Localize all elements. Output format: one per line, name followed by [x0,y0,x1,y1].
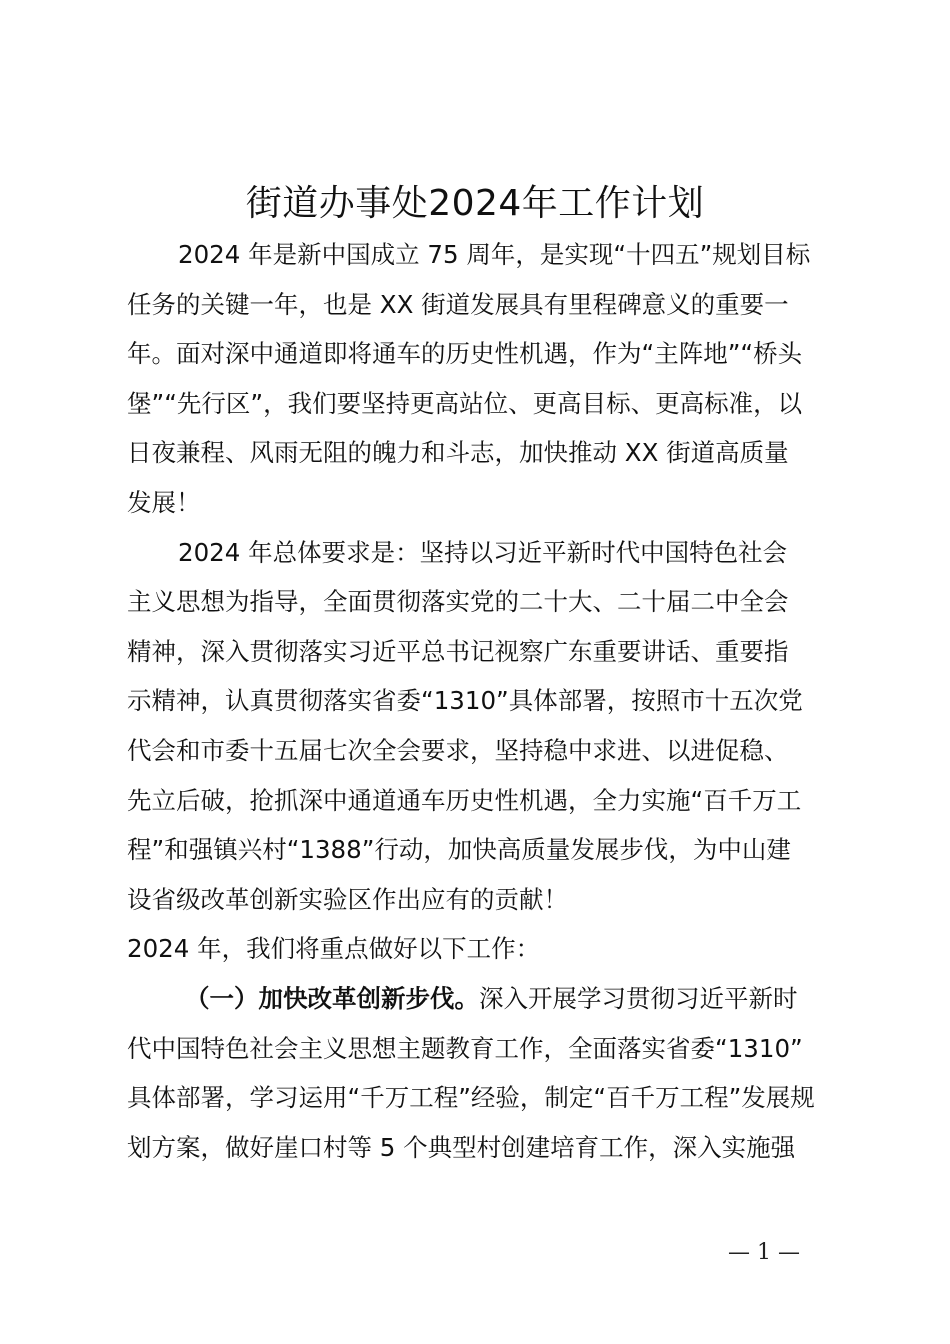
paragraph-line: 年。面对深中通道即将通车的历史性机遇，作为“主阵地”“桥头 [127,339,803,369]
paragraph-line: 划方案，做好崖口村等 5 个典型村创建培育工作，深入实施强 [127,1132,796,1162]
paragraph-line: 代中国特色社会主义思想主题教育工作，全面落实省委“1310” [127,1033,803,1063]
paragraph-line: 堡”“先行区”，我们要坚持更高站位、更高目标、更高标准，以 [127,388,803,418]
section-paragraph-first-line [127,974,832,1024]
document-body [127,230,832,1172]
paragraph-line: 2024 年总体要求是：坚持以习近平新时代中国特色社会 [178,537,788,567]
paragraph-line: 发展！ [127,487,201,517]
paragraph-line: 2024 年，我们将重点做好以下工作： [127,934,541,964]
paragraph-line: 精神，深入贯彻落实习近平总书记视察广东重要讲话、重要指 [127,636,789,666]
paragraph-line: 代会和市委十五届七次全会要求，坚持稳中求进、以进促稳、 [127,735,789,765]
page-footer [0,1238,950,1268]
paragraph-line: 主义思想为指导，全面贯彻落实党的二十大、二十届二中全会 [127,587,789,617]
paragraph-line: 设省级改革创新实验区作出应有的贡献！ [127,884,568,914]
paragraph-line: 2024 年是新中国成立 75 周年，是实现“十四五”规划目标 [178,240,811,269]
paragraph-line: 任务的关键一年，也是 XX 街道发展具有里程碑意义的重要一 [127,289,789,319]
page-number: — 1 — [728,1240,800,1265]
document-title: 街道办事处2024年工作计划 [245,183,705,224]
paragraph-line: 程”和强镇兴村“1388”行动，加快高质量发展步伐，为中山建 [127,835,791,865]
paragraph-line: 先立后破，抢抓深中通道通车历史性机遇，全力实施“百千万工 [127,785,802,815]
paragraph-line: 示精神，认真贯彻落实省委“1310”具体部署，按照市十五次党 [127,686,803,716]
paragraph-line: 日夜兼程、风雨无阻的魄力和斗志，加快推动 XX 街道高质量 [127,438,789,468]
paragraph-line: 具体部署，学习运用“千万工程”经验，制定“百千万工程”发展规 [127,1083,815,1113]
paragraph-line-text: 深入开展学习贯彻习近平新时 [479,983,798,1013]
section-heading: （一）加快改革创新步伐。 [185,983,479,1013]
